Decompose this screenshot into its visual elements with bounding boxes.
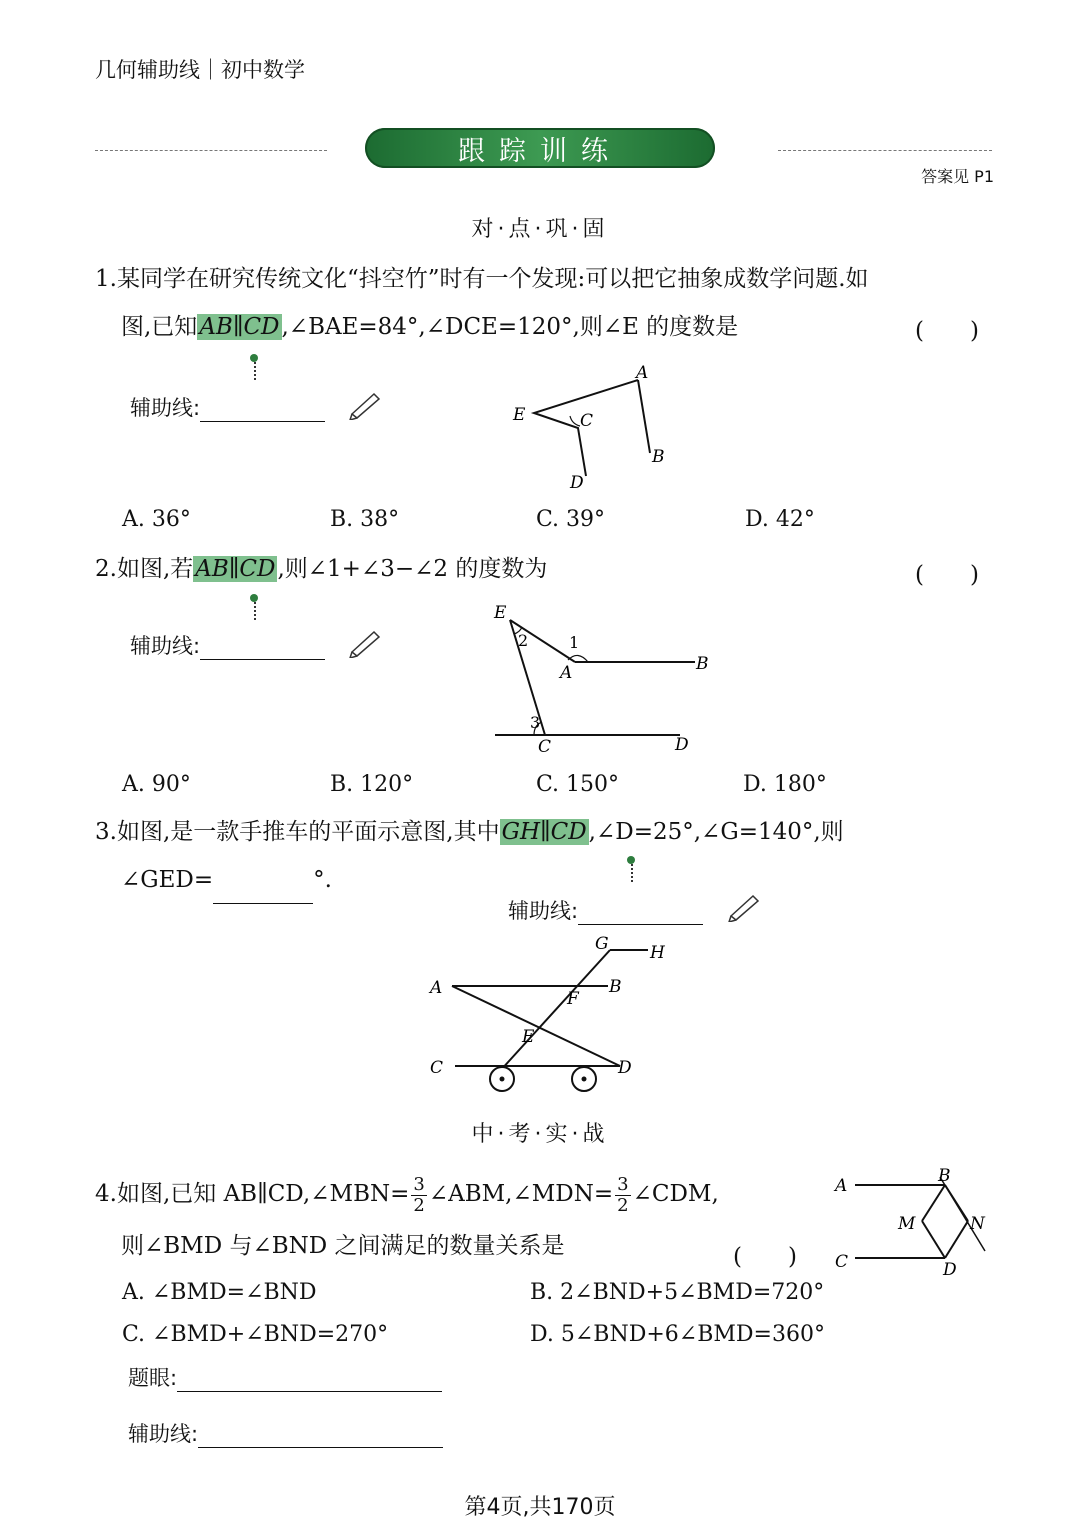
q2-aux-line [130, 630, 325, 660]
q1-text-pre: 图,已知 [121, 314, 198, 340]
section-title-exam: 中·考·实·战 [471, 1122, 609, 1147]
q3-pin-marker [631, 864, 635, 882]
q3-label-h: H [650, 943, 665, 963]
pencil-icon [346, 628, 382, 658]
q1-label-c: C [580, 411, 594, 431]
question-3 [95, 808, 1005, 904]
q1-aux-blank[interactable] [200, 397, 325, 422]
q2-label-e: E [494, 603, 507, 623]
q4-text-mid: ∠ABM,∠MDN= [428, 1181, 614, 1207]
question-1 [95, 255, 995, 351]
q1-label-e: E [513, 405, 526, 425]
q4-fraction-2 [615, 1175, 630, 1216]
q3-label-a: A [430, 978, 443, 998]
q2-angle-2: 2 [518, 631, 529, 650]
q3-label-e: E [522, 1027, 535, 1047]
q2-angle-1: 1 [569, 633, 580, 652]
q3-aux-line [508, 895, 703, 925]
question-4 [95, 1168, 835, 1272]
q3-text-post: ,∠D=25°,∠G=140°,则 [588, 819, 844, 845]
q1-option-d[interactable]: D. 42° [745, 507, 815, 532]
q1-label-b: B [652, 447, 665, 467]
q2-angle-3: 3 [530, 713, 541, 732]
q4-aux-label: 辅助线: [128, 1422, 199, 1446]
q4-option-a[interactable]: A. ∠BMD=∠BND [122, 1280, 317, 1305]
q2-label-b: B [696, 654, 709, 674]
q3-label-g: G [595, 934, 609, 954]
q3-number: 3. [95, 819, 117, 845]
q3-aux-blank[interactable] [578, 900, 703, 925]
q4-eye-blank[interactable] [177, 1367, 442, 1392]
q2-label-a: A [560, 663, 573, 683]
q2-highlight: AB∥CD [195, 556, 276, 582]
q4-number: 4. [95, 1181, 117, 1207]
q1-figure [500, 358, 690, 493]
q2-label-c: C [538, 737, 552, 757]
q4-eye-line [128, 1362, 442, 1392]
q2-option-a[interactable]: A. 90° [122, 772, 191, 797]
q4-answer-paren[interactable]: ( ) [733, 1244, 797, 1270]
q4-fraction-1 [411, 1175, 426, 1216]
q4-text-line2: 则∠BMD 与∠BND 之间满足的数量关系是 [121, 1233, 565, 1259]
divider-right [778, 150, 992, 151]
pencil-icon [346, 390, 382, 420]
q2-option-b[interactable]: B. 120° [330, 772, 414, 797]
page-footer: 第4页,共170页 [464, 1495, 616, 1520]
q3-line2-post: °. [313, 867, 332, 893]
q3-highlight: GH∥CD [501, 819, 587, 845]
q3-line2-pre: ∠GED= [121, 867, 214, 893]
q1-aux-line [130, 392, 325, 422]
q3-label-d: D [618, 1058, 632, 1078]
book-header: 几何辅助线｜初中数学 [95, 58, 305, 82]
q1-label-a: A [636, 363, 649, 383]
q2-aux-blank[interactable] [200, 635, 325, 660]
q1-answer-paren[interactable]: ( ) [915, 318, 979, 344]
q1-option-b[interactable]: B. 38° [330, 507, 400, 532]
q4-fraction-2-num: 3 [617, 1173, 629, 1195]
q4-aux-line [128, 1418, 443, 1448]
q1-text-post: ,∠BAE=84°,∠DCE=120°,则∠E 的度数是 [281, 314, 739, 340]
q2-option-d[interactable]: D. 180° [743, 772, 827, 797]
section-title-consolidate: 对·点·巩·固 [471, 217, 609, 242]
q4-figure [830, 1163, 1000, 1278]
q4-label-a: A [835, 1176, 848, 1196]
q2-label-d: D [675, 735, 689, 755]
q3-aux-label: 辅助线: [508, 899, 579, 923]
q3-label-f: F [567, 989, 579, 1009]
q2-text-pre: 如图,若 [116, 556, 194, 582]
q4-label-d: D [943, 1260, 957, 1278]
q1-aux-label: 辅助线: [130, 396, 201, 420]
q4-label-m: M [898, 1214, 916, 1234]
answer-reference: 答案见 P1 [921, 167, 994, 186]
q4-fraction-2-den: 2 [617, 1194, 629, 1216]
q2-answer-paren[interactable]: ( ) [915, 562, 979, 588]
q1-option-c[interactable]: C. 39° [536, 507, 606, 532]
q4-fraction-1-num: 3 [413, 1173, 425, 1195]
pencil-icon [725, 892, 761, 922]
q4-label-b: B [938, 1166, 951, 1186]
q4-aux-blank[interactable] [198, 1423, 443, 1448]
q4-text-pre: 如图,已知 AB∥CD,∠MBN= [116, 1181, 410, 1207]
q2-text-post: ,则∠1+∠3−∠2 的度数为 [277, 556, 548, 582]
q4-option-b[interactable]: B. 2∠BND+5∠BMD=720° [530, 1280, 825, 1305]
divider-left [95, 150, 327, 151]
question-2 [95, 545, 895, 593]
q2-number: 2. [95, 556, 117, 582]
q4-text-post: ∠CDM, [632, 1181, 719, 1207]
q4-fraction-1-den: 2 [413, 1194, 425, 1216]
q4-eye-label: 题眼: [128, 1366, 178, 1390]
section-banner: 跟踪训练 [365, 128, 715, 168]
q4-option-c[interactable]: C. ∠BMD+∠BND=270° [122, 1322, 389, 1347]
q1-text-line1: 某同学在研究传统文化“抖空竹”时有一个发现:可以把它抽象成数学问题.如 [116, 266, 869, 292]
q3-text-pre: 如图,是一款手推车的平面示意图,其中 [116, 819, 500, 845]
q3-label-c: C [430, 1058, 444, 1078]
q4-label-c: C [835, 1252, 849, 1272]
q4-label-n: N [970, 1214, 985, 1234]
q3-answer-blank[interactable] [213, 879, 313, 904]
q2-option-c[interactable]: C. 150° [536, 772, 620, 797]
q1-number: 1. [95, 266, 117, 292]
q1-label-d: D [570, 473, 584, 493]
q4-option-d[interactable]: D. 5∠BND+6∠BMD=360° [530, 1322, 825, 1347]
q2-pin-marker [254, 602, 258, 620]
q1-option-a[interactable]: A. 36° [122, 507, 191, 532]
q2-aux-label: 辅助线: [130, 634, 201, 658]
q1-highlight: AB∥CD [199, 314, 280, 340]
q3-figure [420, 932, 670, 1097]
q2-figure [490, 600, 720, 760]
q1-pin-marker [254, 362, 258, 380]
q3-label-b: B [609, 977, 622, 997]
